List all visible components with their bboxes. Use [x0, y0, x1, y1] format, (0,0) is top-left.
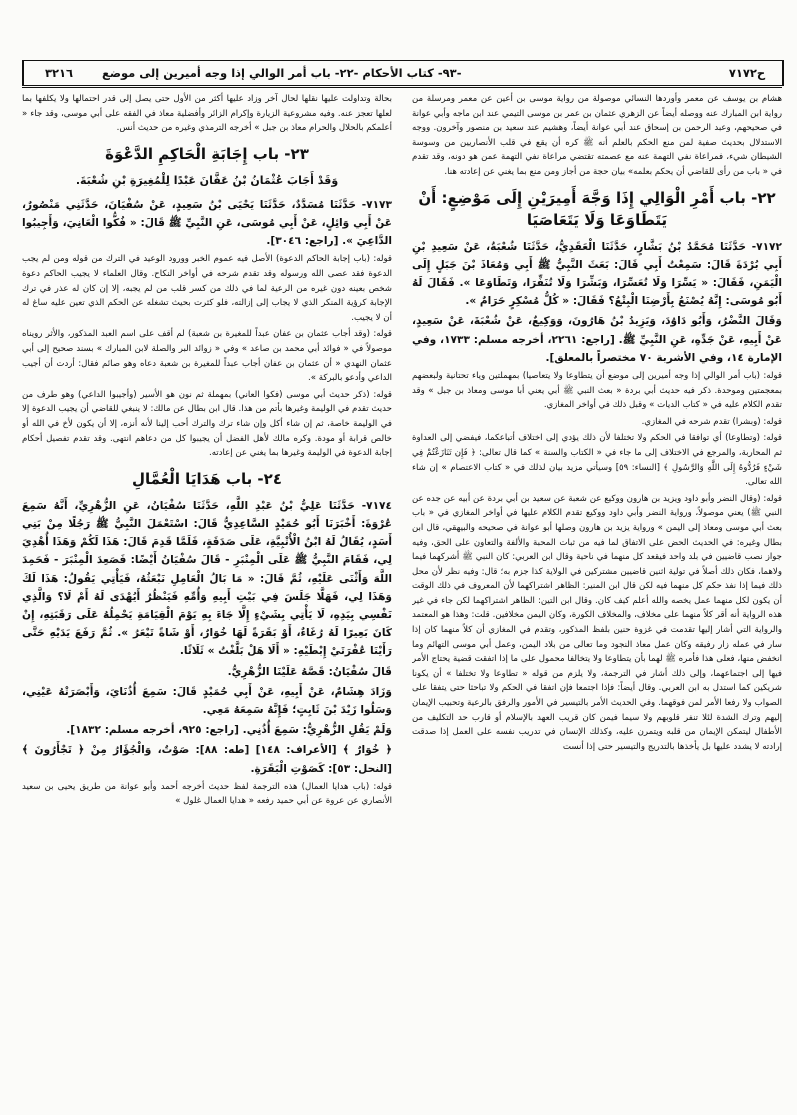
- header-rule: [22, 87, 782, 88]
- chapter-23-subtitle: وَقَدْ أَجَابَ عُثْمَانُ بْنُ عَفَّانَ عَبْدًا لِلْمُغِيرَةِ بْنِ شُعْبَةَ.: [75, 173, 339, 187]
- hadith-7174-addition: وَزَادَ هِشَامٌ، عَنْ أَبِيهِ، عَنْ أَبِي حُمَيْدٍ قَالَ: سَمِعَ أُذُنَايَ، وَأَبْصَرَتْهُ عَيْنِي، وَسَلُوا زَيْدَ بْنَ ثَابِتٍ؛ فَإِنَّهُ سَمِعَهُ مَعِي.: [22, 685, 392, 716]
- hadith-7174-note: قَالَ سُفْيَانُ: قَصَّهُ عَلَيْنَا الزُّهْرِيُّ.: [227, 665, 392, 678]
- commentary-paragraph: قوله: (باب هدايا العمال) هذه الترجمة لفظ حديث أخرجه أحمد وأبو عوانة من طريق يحيى بن سعيد الأنصاري عن عروة عن أبي حميد رفعه « هدايا العمال غلول »: [22, 781, 392, 807]
- commentary-paragraph: قوله: (باب أمر الوالي إذا وجه أميرين إلى موضع أن يتطاوعا ولا يتعاصيا) بمهملتين وياء تحتانية ولبعضهم بمعجمتين وموحدة. ذكر فيه حديث أبي بردة « بعث النبي ﷺ أبي يعني أبا موسى ومعاذ بن جبل » وقد تقدم الكلام عليه في « كتاب الديات » وقبل ذلك في أواخر المغازي.: [412, 370, 782, 411]
- right-column: [412, 92, 782, 1092]
- hadith-7174-reference: وَلَمْ يَقُلِ الزُّهْرِيُّ: سَمِعَ أُذُنِي. [راجع: ٩٢٥، أخرجه مسلم: ١٨٣٢].: [66, 724, 392, 737]
- book-page: [22, 60, 782, 1100]
- commentary-paragraph: قوله: (وبشرا) تقدم شرحه في المغازي.: [641, 416, 782, 427]
- word-gloss: ﴿ خُوَارٌ ﴾ [الأعراف: ١٤٨] [طه: ٨٨]: صَوْتٌ، وَالْجُؤَارُ مِنْ ﴿ تَجْأَرُونَ ﴾ [النحل: ٥٣]: كَصَوْتِ الْبَقَرَةِ.: [22, 744, 392, 775]
- intro-paragraph: هشام بن يوسف عن معمر وأوردها النسائي موصولة من رواية موسى بن أعين عن معمر ومرسلة من رواية ابن المبارك عنه ووصله أيضاً عن الزهري عثمان بن عمر بن موسى التيمي عند ابن ماجه وأبي عوانة في صحيحهم، وعبد الرحمن بن إسحاق عند أبي عوانة أيضاً، وهشيم عند سعيد بن منصور وآخرون. ووجه الاستدلال بحديث صفية لمن منع الحكم بالعلم أنه ﷺ كره أن يقع في قلب الأنصاريين من وسوسة الشيطان شيء، فمراعاة نفي التهمة عنه مع عصمته تقتضي مراعاة نفي التهمة عمن هو دونه، وقد تقدم في « باب من رأى للقاضي أن يحكم بعلمه» بيان حجة من أجاز ومن منع بما يغني عن إعادته هنا.: [412, 94, 782, 177]
- intro-paragraph: بحالة وتداولت عليها نقلها لحال آخر وزاد عليها أكثر من الأول حتى يصل إلى قدر احتمالها ولا يكلفها بما لعلها تعجز عنه. وفيه مشروعية الزيارة وإكرام الزائر وأفضلية معاذ في الفقه على أبي موسى، وقد جاء « أعلمكم بالحلال والحرام معاذ بن جبل » أخرجه الترمذي وغيره من حديث أنس.: [22, 94, 392, 134]
- chapter-24-title: ٢٤- باب هَدَايَا الْعُمَّالِ: [132, 469, 282, 488]
- left-column: [22, 92, 392, 1092]
- page-number: ٣٢١٦: [23, 61, 94, 85]
- hadith-7174: ٧١٧٤- حَدَّثَنَا عَلِيُّ بْنُ عَبْدِ اللَّهِ، حَدَّثَنَا سُفْيَانُ، عَنِ الزُّهْرِيِّ، أَنَّهُ سَمِعَ عُرْوَةَ: أَخْبَرَنَا أَبُو حُمَيْدٍ السَّاعِدِيُّ قَالَ: اسْتَعْمَلَ النَّبِيُّ ﷺ رَجُلًا مِنْ بَنِي أَسَدٍ، يُقَالُ لَهُ ابْنُ الْأُتْبِيَّةِ، عَلَى صَدَقَةٍ، فَلَمَّا قَدِمَ قَالَ: هَذَا لَكُمْ وَهَذَا أُهْدِيَ لِي، فَقَامَ النَّبِيُّ ﷺ عَلَى الْمِنْبَرِ - قَالَ سُفْيَانُ أَيْضًا: فَصَعِدَ الْمِنْبَرَ - فَحَمِدَ اللَّهَ وَأَثْنَى عَلَيْهِ، ثُمَّ قَالَ: « مَا بَالُ الْعَامِلِ نَبْعَثُهُ، فَيَأْتِي يَقُولُ: هَذَا لَكَ وَهَذَا لِي، فَهَلَّا جَلَسَ فِي بَيْتِ أَبِيهِ وَأُمِّهِ فَيَنْظُرُ أَيُهْدَى لَهُ أَمْ لَا؟ وَالَّذِي نَفْسِي بِيَدِهِ، لَا يَأْتِي بِشَيْءٍ إِلَّا جَاءَ بِهِ يَوْمَ الْقِيَامَةِ يَحْمِلُهُ عَلَى رَقَبَتِهِ، إِنْ كَانَ بَعِيرًا لَهُ رُغَاءٌ، أَوْ بَقَرَةً لَهَا خُوَارٌ، أَوْ شَاةً تَيْعَرُ ». ثُمَّ رَفَعَ يَدَيْهِ حَتَّى رَأَيْنَا عُفْرَتَيْ إِبْطَيْهِ: « أَلَا هَلْ بَلَّغْتُ » ثَلَاثًا.: [22, 499, 392, 658]
- commentary-paragraph: قوله: (وتطاوعا) أي توافقا في الحكم ولا تختلفا لأن ذلك يؤدي إلى اختلاف أتباعكما، فيفضي إلى العداوة ثم المحاربة، والمرجع في الاختلاف إلى ما جاء في « الكتاب والسنة » كما قال تعالى: ﴿ فَإِن تَنَازَعْتُمْ فِي شَيْءٍ فَرُدُّوهُ إِلَى اللَّهِ وَالرَّسُولِ ﴾ [النساء: ٥٩] وسيأتي مزيد بيان لذلك في « كتاب الاعتصام » إن شاء الله تعالى.: [412, 433, 782, 488]
- commentary-paragraph: قوله: (باب إجابة الحاكم الدعوة) الأصل فيه عموم الخبر وورود الوعيد في الترك من قوله ومن لم يجب الدعوة فقد عصى الله ورسوله وقد تقدم شرحه في أواخر النكاح. وقال العلماء لا يجيب الحاكم دعوة شخص بعينه دون غيره من الرعية لما في ذلك من كسر قلب من لم يجبه، إلا إن كان له عذر في ترك الإجابة كرؤية المنكر الذي لا يجاب إلى إزالته، فلو كثرت بحيث تشغله عن الحكم الذي تعين عليه ساغ له أن لا يجيب.: [22, 254, 392, 323]
- chapter-23-title: ٢٣- باب إِجَابَةِ الْحَاكِمِ الدَّعْوَةَ: [105, 144, 309, 163]
- hadith-7172: ٧١٧٢- حَدَّثَنَا مُحَمَّدُ بْنُ بَشَّارٍ، حَدَّثَنَا الْعَقَدِيُّ، حَدَّثَنَا شُعْبَةُ، عَنْ سَعِيدِ بْنِ أَبِي بُرْدَةَ قَالَ: سَمِعْتُ أَبِي قَالَ: بَعَثَ النَّبِيُّ ﷺ أَبِي وَمُعَاذَ بْنَ جَبَلٍ إِلَى الْيَمَنِ، فَقَالَ: « يَسِّرَا وَلَا تُعَسِّرَا، وَبَشِّرَا وَلَا تُنَفِّرَا، وَتَطَاوَعَا ». فَقَالَ لَهُ أَبُو مُوسَى: إِنَّهُ يُصْنَعُ بِأَرْضِنَا الْبِتْعُ؟ فَقَالَ: « كُلُّ مُسْكِرٍ حَرَامٌ ».: [412, 240, 782, 308]
- commentary-paragraph: قوله: (ذكر حديث أبي موسى (فكوا العاني) بمهملة ثم نون هو الأسير (وأجيبوا الداعي) وهو طرف من حديث تقدم في الوليمة وغيرها بأتم من هذا. قال ابن بطال عن مالك: لا ينبغي للقاضي أن يجيب الدعوة إلا في الوليمة خاصة، ثم إن شاء أكل وإن شاء ترك والترك أحب إلينا لأنه أنزه، إلا أن يكون لأخ في الله أو خالص قرابة أو مودة. وكره مالك لأهل الفضل أن يجيبوا كل من دعاهم انتهى. وقد تقدم تفصيل أحكام إجابة الدعوة في الوليمة وغيرها بما يغني عن إعادته.: [22, 389, 392, 459]
- commentary-paragraph: قوله: (وقال النضر وأبو داود ويزيد بن هارون ووكيع عن شعبة عن سعيد بن أبي بردة عن أبيه عن جده عن النبي ﷺ) يعني موصولاً، ورواية النضر وأبي داود ووكيع تقدم الكلام عليها في أواخر المغازي في « باب بعث أبي موسى ومعاذ إلى اليمن » ورواية يزيد بن هارون وصلها أبو عوانة في صحيحه والبيهقي، قال ابن بطال وغيره: في الحديث الحض على الاتفاق لما فيه من ثبات المحبة والألفة والتعاون على الحق، وفيه جواز نصب قاضيين في بلد واحد فيقعد كل منهما في ناحية وقال ابن العربي: كان النبي ﷺ أشركهما فيما ولاهما، فكان ذلك أصلاً في تولية اثنين قاضيين مشتركين في الولاية كذا جزم به؛ قال: وفيه نظر لأن محل ذلك فيما إذا نفذ حكم كل منهما فيه لكن قال ابن المنير: الظاهر اشتراكهما لأن المعروف في ذلك الوقت أن يكون لكل منهما عمل يخصه والله أعلم كيف كان. وقال ابن التين: الظاهر اشتراكهما لكن جاء في غير هذه الرواية أنه أقر كلاً منهما على مخلاف، والمخلاف الكورة، وكان اليمن مخلافين. قلت: وهذا هو المعتمد والرواية التي أشار إليها تقدمت في غزوة حنين بلفظ المذكور، وتقدم في المغازي أن كلاً منهما كان إذا سار في عمله زار رفيقه وكان عمل معاذ النجود وما تعالى من بلاد اليمن، وعمل أبي موسى التهائم وما انخفض منها، فعلى هذا فأمره ﷺ لهما بأن يتطاوعا ولا يتخالفا محمول على ما إذا اتفقت قضية يحتاج الأمر فيها إلى اجتماعهما، وإلى ذلك أشار في الترجمة، ولا يلزم من قوله « تطاوعا ولا تختلفا » أن يكونا شريكين كما استدل به ابن العربي. وقال أيضاً: فإذا اجتمعا فإن اتفقا في الحكم ولا تباحثا حتى يتفقا على الصواب ولا رفعا الأمر لمن فوقهما. وفي الحديث الأمر بالتيسير في الأمور والرفق بالرعية وتحبيب الإيمان إليهم وترك الشدة لئلا تنفر قلوبهم ولا سيما فيمن كان قريب العهد بالإسلام أو قارب حد التكليف من الأطفال ليتمكن الإيمان من قلبه ويتمرن عليه، وكذلك الإنسان في تدريب نفسه على العمل إذا صدقت إرادته لا يشدد عليها بل يأخذها بالتدريج والتيسير حتى إذا أنست: [412, 493, 782, 752]
- header-title: -٩٣- كتاب الأحكام -٢٢- باب أمر الوالي إذا وجه أميرين إلى موضع: [102, 66, 462, 80]
- hadith-7173: ٧١٧٣- حَدَّثَنَا مُسَدَّدٌ، حَدَّثَنَا يَحْيَى بْنُ سَعِيدٍ، عَنْ سُفْيَانَ، حَدَّثَنِي مَنْصُورٌ، عَنْ أَبِي وَائِلٍ، عَنْ أَبِي مُوسَى، عَنِ النَّبِيِّ ﷺ قَالَ: « فُكُّوا الْعَانِيَ، وَأَجِيبُوا الدَّاعِيَ ». [راجع: ٣٠٤٦].: [22, 198, 392, 248]
- hadith-ref: ح٧١٧٢: [712, 61, 783, 85]
- hadith-7172-mualaq: وَقَالَ النَّضْرُ، وَأَبُو دَاوُدَ، وَيَزِيدُ بْنُ هَارُونَ، وَوَكِيعٌ، عَنْ شُعْبَةَ، عَنْ سَعِيدٍ، عَنْ أَبِيهِ، عَنْ جَدِّهِ، عَنِ النَّبِيِّ ﷺ. [راجع: ٢٢٦١، أخرجه مسلم: ١٧٣٣، وفي الإمارة ١٤، وفي الأشربة ٧٠ مختصراً بالمعلق].: [412, 315, 782, 364]
- chapter-22-title: ٢٢- باب أَمْرِ الْوَالِي إِذَا وَجَّهَ أَمِيرَيْنِ إِلَى مَوْضِعٍ: أَنْ يَتَطَاوَعَا وَلَا يَتَعَاصَيَا: [418, 188, 776, 229]
- commentary-paragraph: قوله: (وقد أجاب عثمان بن عفان عبداً للمغيرة بن شعبة) لم أقف على اسم العبد المذكور، والأثر رويناه موصولاً في « فوائد أبي محمد بن صاعد » وفي « زوائد البر والصلة لابن المبارك » بسند صحيح إلى أبي عثمان النهدي « أن عثمان بن عفان أجاب عبداً للمغيرة بن شعبة دعاه وهو صائم فقال: أردت أن أجيب الداعي وأدعو بالبركة ».: [22, 329, 392, 384]
- running-header: [22, 60, 784, 86]
